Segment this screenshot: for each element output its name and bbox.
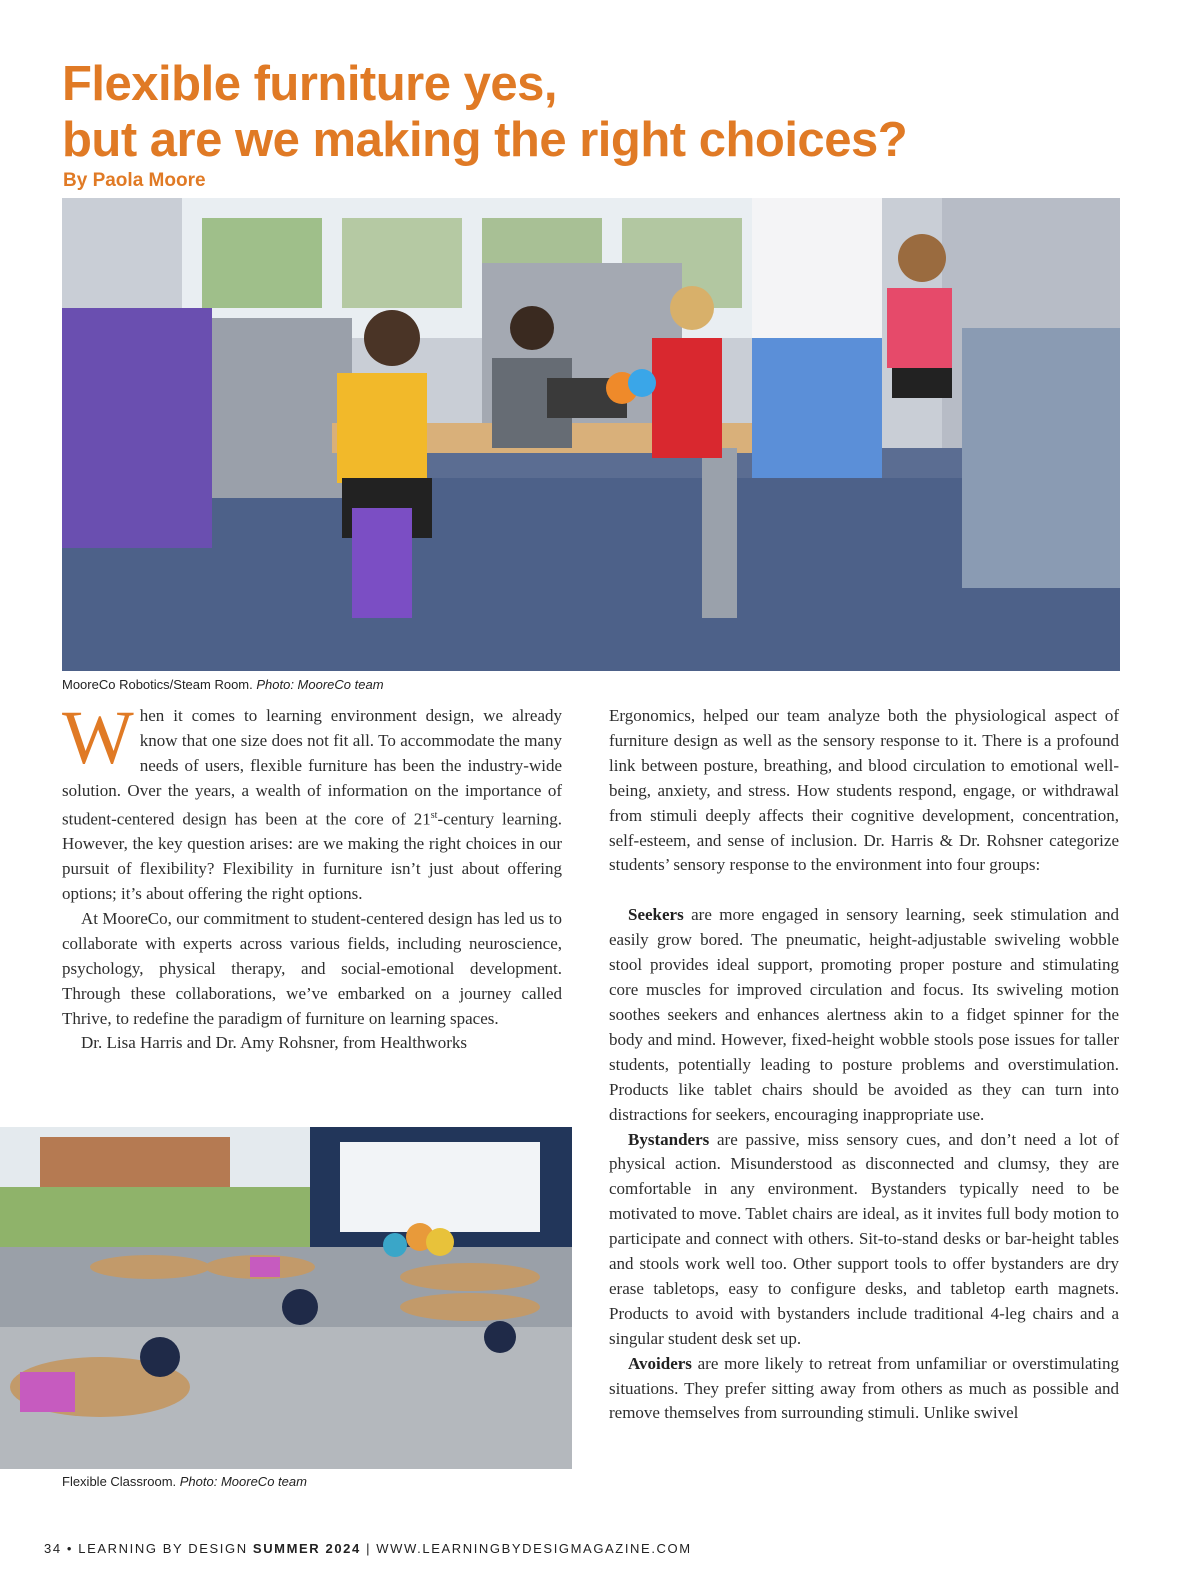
bystanders-term: Bystanders [628,1129,710,1149]
paragraph-gap [609,878,1119,903]
intro-text-continued: -century learning. However, the key question arises: are we making the right choices in our pursuit of flexibility? Flexibility in furniture isn’t just about offering options; it’s about offering the right options. [62,809,563,903]
title-line-1: Flexible furniture yes, [62,57,557,111]
intro-text: hen it comes to learning environment design, we already know that one size does not fit all. To accommodate the many needs of users, flexible furniture has been the industry-wide solution. Over the years, a wealth of information on the importance of student-centered design has been at the core of 21 [62,706,562,829]
page-footer [44,1541,692,1556]
article-column-left [62,696,563,1056]
caption-credit: Photo: MooreCo team [179,1474,307,1489]
robotics-room-illustration [62,198,1120,671]
caption-text: Flexible Classroom. [62,1474,180,1489]
article-column-right [609,704,1119,1426]
ergonomics-paragraph: Ergonomics, helped our team analyze both the physiological aspect of furniture design as well as the sensory response to it. There is a profound link between posture, breathing, and blood circulation to emotional well-being, anxiety, and stress. How students respond, engage, or withdrawal from stimuli deeply affects their cognitive development, concentration, self-esteem, and sense of inclusion. Dr. Harris & Dr. Rohsner categorize students’ sensory response to the environment into four groups: [609,706,1119,875]
issue-label: SUMMER 2024 [252,1541,361,1556]
title-line-2: but are we making the right choices? [62,113,908,167]
page-number: 34 [44,1541,62,1556]
footer-bullet: • [66,1541,74,1556]
robotics-room-photo [62,198,1120,671]
seekers-term: Seekers [628,905,684,925]
seekers-text: are more engaged in sensory learning, seek stimulation and easily grow bored. The pneumatic, height-adjustable swiveling wobble stool provides ideal support, promoting proper posture and stimulating core muscles for improved circulation and focus. Its swiveling motion soothes seekers and enhances alertness akin to a fidget spinner for the body and mind. However, fixed-height wobble stools pose issues for taller students, potentially leading to posture problems and overstimulation. Products like tablet chairs should be avoided as they can turn into distractions for seekers, encouraging inappropriate use. [609,905,1119,1124]
footer-separator: | [366,1541,372,1556]
magazine-name: LEARNING BY DESIGN [78,1541,248,1556]
flexible-classroom-photo [0,1127,572,1469]
bystanders-paragraph [609,1128,1119,1352]
avoiders-text: are more likely to retreat from unfamiliar or overstimulating situations. They prefer sitting away from others as much as possible and remove themselves from surrounding stimuli. Unlike swivel [609,1353,1119,1423]
caption-text: MooreCo Robotics/Steam Room. [62,677,257,692]
intro-paragraph [62,696,563,907]
ordinal-suffix: st [430,809,438,821]
avoiders-term: Avoiders [628,1353,692,1373]
seekers-paragraph [609,903,1119,1127]
avoiders-paragraph [609,1352,1119,1427]
robotics-room-caption [62,677,384,692]
flexible-classroom-illustration [0,1127,572,1469]
article-title [62,56,1142,168]
magazine-url[interactable]: WWW.LEARNINGBYDESIGMAGAZINE.COM [376,1541,692,1556]
flexible-classroom-caption [62,1474,307,1489]
caption-credit: Photo: MooreCo team [256,677,384,692]
experts-paragraph: Dr. Lisa Harris and Dr. Amy Rohsner, from Healthworks [81,1033,468,1053]
byline: By Paola Moore [63,170,206,191]
drop-cap: W [62,696,134,780]
mooreco-paragraph: At MooreCo, our commitment to student-centered design has led us to collaborate with experts across various fields, including neuroscience, psychology, physical therapy, and social-emotional development. Through these collaborations, we’ve embarked on a journey called Thrive, to redefine the paradigm of furniture on learning spaces. [62,908,562,1028]
bystanders-text: are passive, miss sensory cues, and don’t need a lot of physical action. Misunderstood as disconnected and clumsy, they are comfortable in any environment. Bystanders typically need to be motivated to move. Tablet chairs are ideal, as it invites full body motion to participate and connect with others. Sit-to-stand desks or bar-height tables and stools work well too. Other support tools to offer bystanders are dry erase tabletops, easy to configure desks, and tabletop earth magnets. Products to avoid with bystanders include traditional 4-leg chairs and a singular student desk set up. [609,1129,1119,1348]
